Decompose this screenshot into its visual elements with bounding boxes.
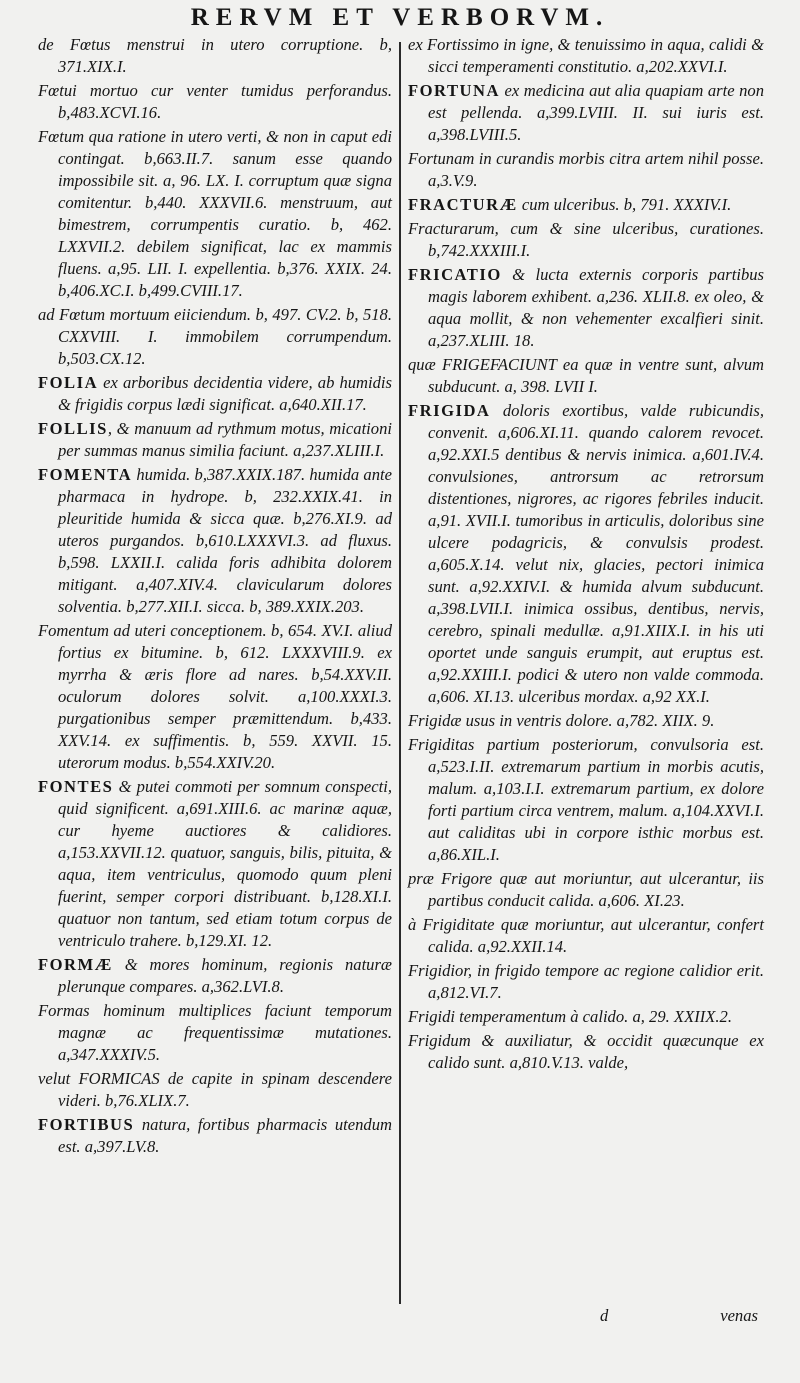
entry-keyword: FOLIA (38, 373, 99, 392)
entry-text: præ Frigore quæ aut moriuntur, aut ulcerantur, iis partibus conducit calida. a,606. XI.23. (408, 869, 764, 910)
index-entry (38, 776, 392, 952)
entry-text: quæ FRIGEFACIUNT ea quæ in ventre sunt, alvum subducunt. a, 398. LVII I. (408, 355, 764, 396)
index-entry (408, 264, 764, 352)
left-column (38, 34, 392, 1160)
index-entry (408, 218, 764, 262)
entry-text: Frigidior, in frigido tempore ac regione calidior erit. a,812.VI.7. (408, 961, 764, 1002)
index-entry (38, 1000, 392, 1066)
entry-text: Frigidum & auxiliatur, & occidit quæcunque ex calido sunt. a,810.V.13. valde, (408, 1031, 764, 1072)
entry-text: humida. b,387.XXIX.187. humida ante pharmaca in hydrope. b, 232.XXIX.41. in pleuritide humida & sicca quæ. b,276.XI.9. ad uteros purgandos. b,610.LXXXVI.3. ad fluxus. b,598. LXXII.I. calida foris adhibita dolorem mitigant. a,407.XIV.4. clavicularum dolores solventia. b,277.XII.I. sicca. b, 389.XXIX.203. (58, 465, 392, 616)
entry-text: Fracturarum, cum & sine ulceribus, curationes. b,742.XXXIII.I. (408, 219, 764, 260)
entry-text: & putei commoti per somnum conspecti, quid significent. a,691.XIII.6. ac marinæ aquæ, cur hyeme auctiores & calidiores. a,153.XXVII.12. quatuor, sanguis, bilis, pituita, & aqua, item ventriculus, quomodo quum pleni fuerint, semper corpori distribuant. b,128.XI.I. quatuor non tantum, sed etiam totum corpus de ventriculo trahere. b,129.XI. 12. (58, 777, 392, 950)
index-entry (408, 710, 764, 732)
entry-keyword: FOLLIS (38, 419, 108, 438)
right-column (408, 34, 764, 1076)
entry-text: ex medicina aut alia quapiam arte non est pellenda. a,399.LVIII. II. sui iuris est. a,398.LVIII.5. (428, 81, 764, 144)
entry-text: & mores hominum, regionis naturæ plerunque compares. a,362.LVI.8. (58, 955, 392, 996)
index-entry (38, 620, 392, 774)
signature-mark: d (600, 1306, 609, 1325)
index-entry (408, 354, 764, 398)
entry-text: Fortunam in curandis morbis citra artem nihil posse. a,3.V.9. (408, 149, 764, 190)
index-entry (408, 914, 764, 958)
index-entry (38, 954, 392, 998)
entry-text: à Frigiditate quæ moriuntur, aut ulcerantur, confert calida. a,92.XXII.14. (408, 915, 764, 956)
entry-text: ad Fœtum mortuum eiiciendum. b, 497. CV.2. b, 518. CXXVIII. I. immobilem corrumpendum. b,503.CX.12. (38, 305, 392, 368)
entry-text: ex arboribus decidentia videre, ab humidis & frigidis corpus lædi significat. a,640.XII.17. (58, 373, 392, 414)
entry-keyword: FRIGIDA (408, 401, 491, 420)
index-entry (408, 734, 764, 866)
index-entry (408, 80, 764, 146)
index-entry (408, 400, 764, 708)
entry-text: , & manuum ad rythmum motus, micationi per summas manus similia faciunt. a,237.XLIII.I. (58, 419, 392, 460)
index-entry (38, 304, 392, 370)
index-entry (38, 34, 392, 78)
entry-text: cum ulceribus. b, 791. XXXIV.I. (517, 195, 732, 214)
entry-keyword: FRICATIO (408, 265, 502, 284)
entry-text: Frigidæ usus in ventris dolore. a,782. XIIX. 9. (408, 711, 715, 730)
index-entry (38, 464, 392, 618)
index-entry (408, 194, 764, 216)
entry-text: & lucta externis corporis partibus magis laborem exhibent. a,236. XLII.8. ex oleo, & aqua mollit, & non vehementer excalfieri sinit. a,237.XLIII. 18. (428, 265, 764, 350)
index-entry (38, 418, 392, 462)
index-entry (408, 148, 764, 192)
index-entry (408, 868, 764, 912)
index-entry (408, 960, 764, 1004)
entry-keyword: FORMÆ (38, 955, 113, 974)
entry-text: de Fœtus menstrui in utero corruptione. b, 371.XIX.I. (38, 35, 392, 76)
index-entry (38, 1114, 392, 1158)
entry-keyword: FRACTURÆ (408, 195, 518, 214)
index-entry (38, 80, 392, 124)
index-entry (38, 372, 392, 416)
entry-text: Fœtum qua ratione in utero verti, & non in caput edi contingat. b,663.II.7. sanum esse quando impossibile sit. a, 96. LX. I. corruptum quæ signa comitentur. b,440. XXXVII.6. menstruum, aut bimestrem, corrumpentis curatio. b, 462. LXXVII.2. debilem significat, lac ex mammis fluens. a,95. LII. I. expellentia. b,376. XXIX. 24. b,406.XC.I. b,499.CVIII.17. (38, 127, 392, 300)
entry-text: Frigidi temperamentum à calido. a, 29. XXIIX.2. (408, 1007, 732, 1026)
index-entry (38, 1068, 392, 1112)
column-rule (399, 42, 401, 1304)
entry-text: Formas hominum multiplices faciunt temporum magnæ ac frequentissimæ mutationes. a,347.XXXIV.5. (38, 1001, 392, 1064)
index-entry (408, 34, 764, 78)
entry-keyword: FORTUNA (408, 81, 500, 100)
entry-text: ex Fortissimo in igne, & tenuissimo in aqua, calidi & sicci temperamenti constitutio. a,202.XXVI.I. (408, 35, 764, 76)
entry-keyword: FORTIBUS (38, 1115, 135, 1134)
running-head: RERVM ET VERBORVM. (190, 4, 610, 31)
entry-text: natura, fortibus pharmacis utendum est. a,397.LV.8. (58, 1115, 392, 1156)
entry-text: Frigiditas partium posteriorum, convulsoria est. a,523.I.II. extremarum partium in morbis acutis, malum. a,103.I.I. extremarum partium, ex dolore forti partium circa ventrem, malum. a,104.XXVI.I. aut caliditas ubi in corpore isthic morbus est. a,86.XIL.I. (408, 735, 764, 864)
index-entry (408, 1006, 764, 1028)
entry-keyword: FONTES (38, 777, 114, 796)
index-entry (38, 126, 392, 302)
catchword: venas (720, 1306, 758, 1325)
entry-text: doloris exortibus, valde rubicundis, convenit. a,606.XI.11. quando calorem revocet. a,92.XXI.5 dentibus & nervis inimica. a,601.IV.4. convulsiones, antrorsum ac retrorsum distentiones, nigrores, ac rigores febriles inducit. a,91. XVII.I. tumoribus in articulis, doloribus sine ulcere podagricis, & convulsis prodest. a,605.X.14. velut nix, glacies, pectori inimica sunt. a,92.XXIV.I. & humida alvum subducunt. a,398.LVII.I. inimica ossibus, dentibus, nervis, cerebro, spinali medullæ. a,91.XIIX.I. in his uti oportet unde sanguis erumpit, aut eruptus est. a,92.XXIII.I. podici & utero non valde commoda. a,606. XI.13. ulceribus mordax. a,92 XX.I. (428, 401, 764, 706)
entry-text: Fomentum ad uteri conceptionem. b, 654. XV.I. aliud fortius ex bitumine. b, 612. LXXXVIII.9. ex myrrha & æris flore ad nares. b,54.XXV.II. oculorum dolores solvit. a,100.XXXI.3. purgationibus semper præmittendum. b,433. XXV.14. ex suffimentis. b, 559. XXVII. 15. uterorum modus. b,554.XXIV.20. (38, 621, 392, 772)
entry-text: Fœtui mortuo cur venter tumidus perforandus. b,483.XCVI.16. (38, 81, 392, 122)
entry-keyword: FOMENTA (38, 465, 133, 484)
entry-text: velut FORMICAS de capite in spinam descendere videri. b,76.XLIX.7. (38, 1069, 392, 1110)
index-entry (408, 1030, 764, 1074)
